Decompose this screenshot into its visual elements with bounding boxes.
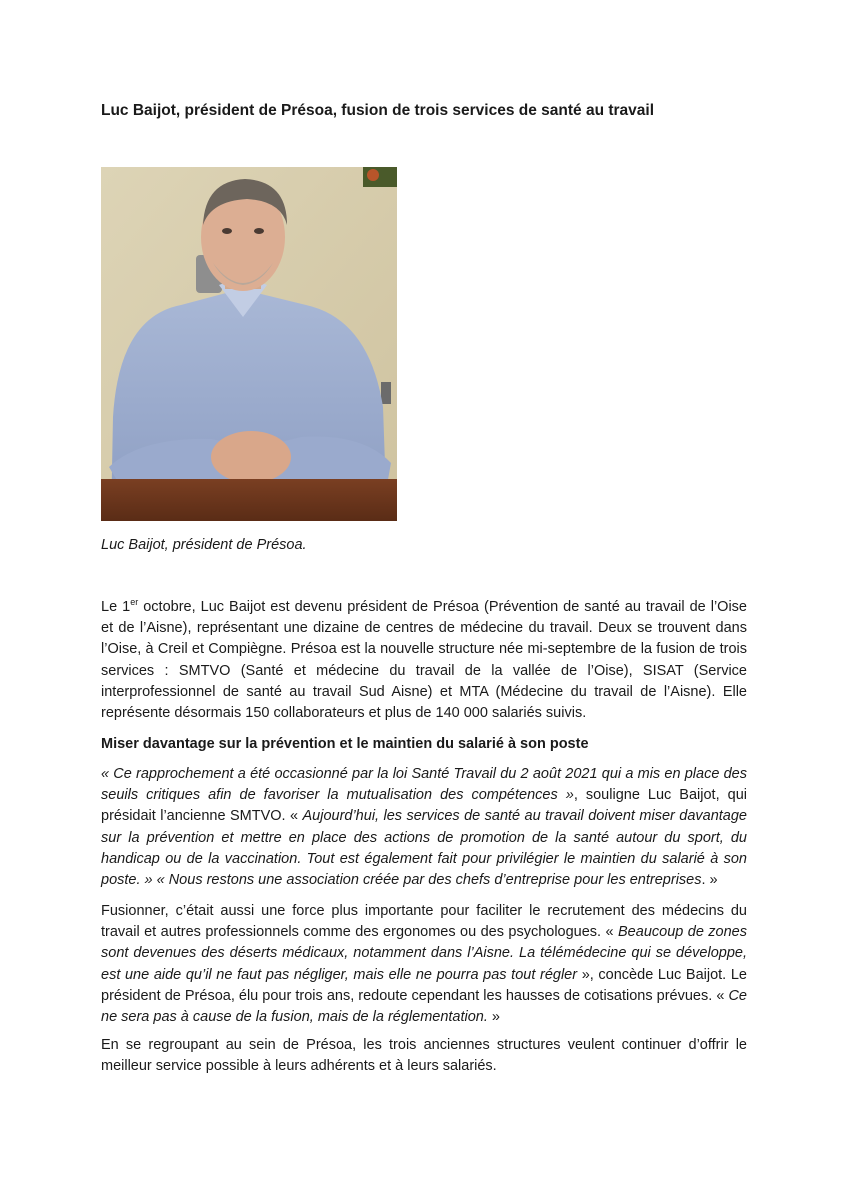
photo-caption: Luc Baijot, président de Présoa. — [101, 537, 307, 553]
attribution-text: , souligne Luc Baijot, qui présidait l’ancienne SMTVO. « — [101, 787, 747, 825]
intro-lead: Le 1 — [101, 599, 131, 615]
portrait-photo — [101, 167, 397, 521]
closing-paragraph: En se regroupant au sein de Présoa, les trois anciennes structures veulent continuer d’offrir le meilleur service possible à leurs adhérents et à leurs salariés. — [101, 1037, 747, 1075]
quote-text: « Ce rapprochement a été occasionné par la loi Santé Travail du 2 août 2021 qui a mis en place des seuils critiques afin de favoriser la mutualisation des compétences » — [101, 766, 747, 804]
paragraph-text: » — [487, 1009, 500, 1026]
quote-text: Beaucoup de zones sont devenues des déserts médicaux, notamment dans l’Aisne. La télémédecine qui se développe, est une aide qu’il ne faut pas négliger, mais elle ne pourra pas tout régler — [101, 924, 747, 983]
quote-paragraph — [101, 764, 747, 891]
article-title: Luc Baijot, président de Présoa, fusion de trois services de santé au travail — [101, 102, 655, 119]
quote-text: Ce ne sera pas à cause de la fusion, mais de la réglementation. — [101, 987, 747, 1026]
intro-paragraph — [101, 597, 747, 724]
intro-sup: er — [130, 597, 139, 608]
paragraph-text: », concède Luc Baijot. Le président de Présoa, élu pour trois ans, redoute cependant les hausses de cotisations prévues. « — [101, 966, 747, 1004]
intro-text: octobre, Luc Baijot est devenu président de Présoa (Prévention de santé au travail de l’Oise et de l’Aisne), représentant une dizaine de centres de médecine du travail. Deux se trouvent dans l’Oise, à Creil et Compiègne. Présoa est la nouvelle structure née mi-septembre de la fusion de trois services : SMTVO (Santé et médecine du travail de la vallée de l’Oise), SISAT (Service interprofessionnel de santé au travail Sud Aisne) et MTA (Médecine du travail de l’Aisne). Elle représente désormais 150 collaborateurs et plus de 140 000 salariés suivis. — [101, 599, 747, 722]
attribution-text: . » — [701, 872, 718, 889]
recruitment-paragraph — [101, 901, 747, 1028]
section-heading: Miser davantage sur la prévention et le maintien du salarié à son poste — [101, 736, 589, 752]
quote-text: Aujourd’hui, les services de santé au travail doivent miser davantage sur la prévention et mettre en place des actions de promotion de la santé autour du sport, du handicap ou de la vaccination. Tout est également fait pour privilégier le maintien du salarié à son poste. » « Nous restons une association créée par des chefs d’entreprise pour les entreprises — [101, 808, 747, 889]
paragraph-text: Fusionner, c’était aussi une force plus importante pour faciliter le recrutement des médecins du travail et autres professionnels comme des ergonomes ou des psychologues. « — [101, 903, 747, 941]
